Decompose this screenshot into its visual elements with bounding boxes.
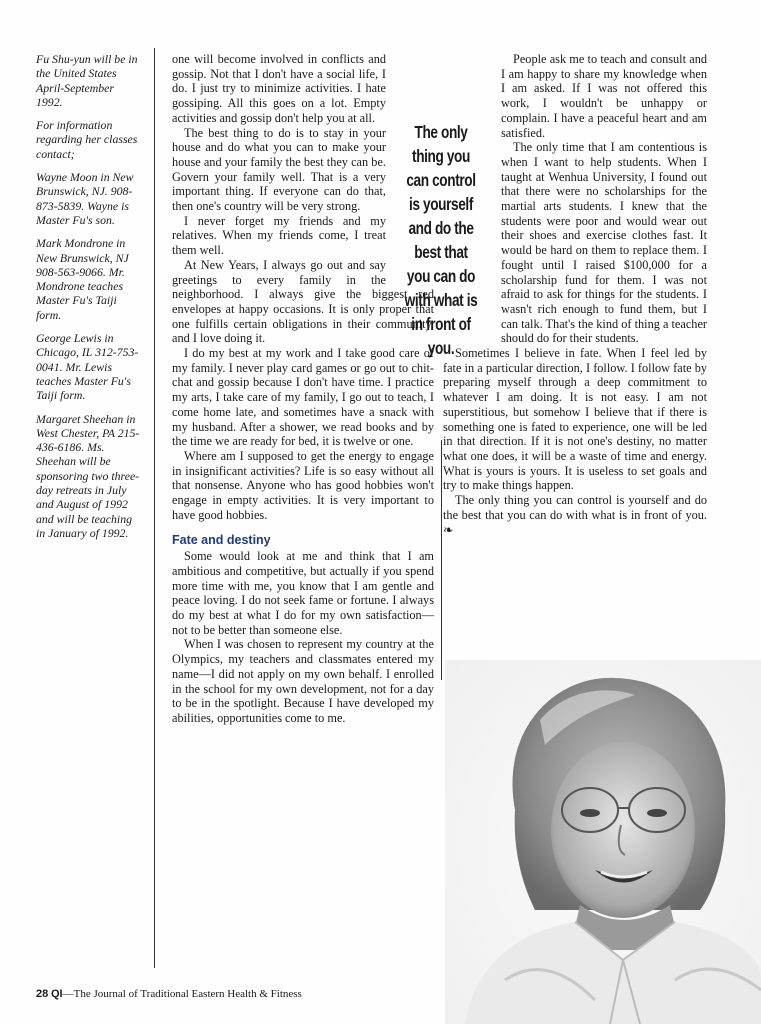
paragraph: When I was chosen to represent my country at the Olympics, my teachers and classmates entered my name—I did not apply on my own behalf. I enrolled in the school for my own development, not for a day to be in the spotlight. Because I have developed my abilities, opportunities come to me. [172,637,434,725]
page-footer [36,988,302,1000]
paragraph: one will become involved in conflicts and gossip. Not that I don't have a social life, I do. I just try to minimize activities. I hate gossiping. All this goes on a lot. Empty activities and gossip don't help you at all. [172,52,386,125]
paragraph: The only time that I am contentious is when I want to help students. When I taught at Wenhua University, I found out that there were no scholarships for the martial arts students. I knew that the students were poor and would wear out their shoes and exercise clothes fast. It would be hard on them to replace them. I fought until I raised $100,000 for a scholarship fund for them. I was not afraid to ask for things for the students. I wasn't rich enough to fund them, but I can talk. That's the kind of thing a teacher should do for their students. [501,140,707,346]
sidebar-note: George Lewis in Chicago, IL 312-753-0041. Mr. Lewis teaches Master Fu's Taiji form. [36,331,139,403]
paragraph: I do my best at my work and I take good care of my family. I never play card games or go out to chit-chat and gossip because I don't have time. I practice my arts, I take care of my family, I go out to teach, I come home late, and sometimes have a snack with my husband. After a shower, we read books and by the time we are ready for bed, it is twelve or one. [172,346,434,449]
pull-quote: The only thing you can control is yourself and do the best that you can do with what is in front of you. [404,122,478,358]
paragraph: People ask me to teach and consult and I am happy to share my knowledge when I am asked. If I was not offered this work, I wouldn't be unhappy or complain. I have a peaceful heart and am satisfied. [501,52,707,140]
column-divider [441,440,442,680]
section-heading: Fate and destiny [172,532,271,547]
sidebar-note: Margaret Sheehan in West Chester, PA 215-436-6186. Ms. Sheehan will be sponsoring two three-day retreats in July and August of 1992 and will be teaching in January of 1992. [36,411,140,540]
sidebar-note: Mark Mondrone in New Brunswick, NJ 908-563-9066. Mr. Mondrone teaches Master Fu's Taiji form. [36,236,129,322]
paragraph: Some would look at me and think that I am ambitious and competitive, but actually if you spend more time with me, you know that I am gentle and peace loving. I do not seek fame or fortune. I always do my best at what I do for my own satisfaction—not to be better than someone else. [172,549,434,637]
column-divider [154,48,155,968]
sidebar-notes [36,52,140,549]
magazine-brand: QI [51,988,63,1000]
sidebar-note: Fu Shu-yun will be in the United States April-September 1992. [36,52,138,109]
column-3 [443,52,707,537]
page-number: 28 [36,988,49,1000]
magazine-title: —The Journal of Traditional Eastern Health & Fitness [62,988,302,1000]
column-2-text [172,52,434,726]
sidebar-note: Wayne Moon in New Brunswick, NJ. 908-873-5839. Wayne is Master Fu's son. [36,170,134,227]
paragraph: At New Years, I always go out and say greetings to every family in the neighborhood. I always give the biggest red envelopes at happy occasions. It is only proper that one fulfills certain obligations in their community, and I love doing it. [172,257,434,346]
paragraph: Where am I supposed to get the energy to engage in insignificant activities? Life is so easy without all that nonsense. Anyone who has good hobbies won't engage in empty activities. It is very important to have good hobbies. [172,448,434,522]
portrait-photo [445,660,761,1024]
sidebar-note: For information regarding her classes contact; [36,118,138,161]
paragraph: I never forget my friends and my relatives. When my friends come, I treat them well. [172,213,386,258]
paragraph: Sometimes I believe in fate. When I feel led by fate in a particular direction, I follow. I follow fate by preparing myself through a deep commitment to whatever I am doing. It is not easy. I am not superstitious, but somehow I believe that if there is something one is fated to experience, one will be led in that direction. If it is not one's destiny, no matter what one does, it will be a waste of time and energy. What is yours is yours. It is useless to set goals and try to make things happen. [443,346,707,493]
paragraph: The best thing to do is to stay in your house and do what you can to make your house and your family the best they can be. Govern your family well. That is a very important thing. If everyone can do that, then one's country will be very strong. [172,125,386,214]
paragraph: The only thing you can control is yourself and do the best that you can do with what is in front of you. ❧ [443,493,707,537]
